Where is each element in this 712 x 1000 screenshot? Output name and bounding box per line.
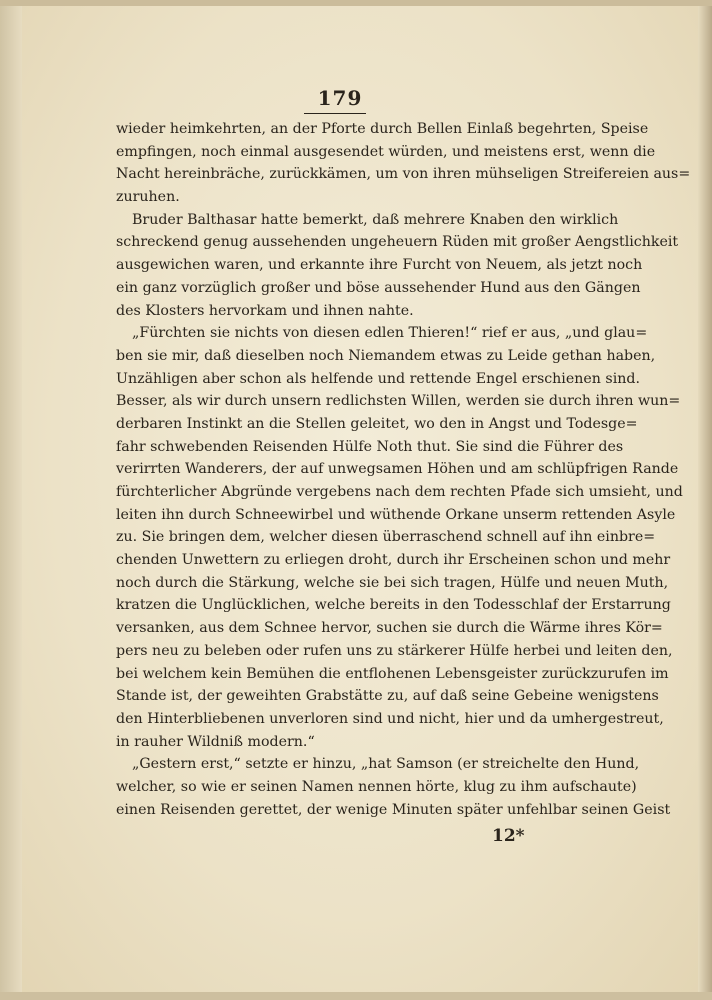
page-edge-left bbox=[0, 0, 22, 1000]
text-line: den Hinterbliebenen unverloren sind und nicht, hier und da umhergestreut, bbox=[116, 710, 664, 727]
text-line: wieder heimkehrten, an der Pforte durch Bellen Einlaß begehrten, Speise bbox=[116, 121, 649, 137]
text-line: fahr schwebenden Reisenden Hülfe Noth thut. Sie sind die Führer des bbox=[116, 438, 624, 455]
text-line: leiten ihn durch Schneewirbel und wüthende Orkane unserm rettenden Asyle bbox=[116, 506, 676, 523]
text-line: fürchterlicher Abgründe vergebens nach dem rechten Pfade sich umsieht, und bbox=[116, 484, 683, 500]
text-line: Besser, als wir durch unsern redlichsten Willen, werden sie durch ihren wun= bbox=[116, 393, 681, 410]
text-line: derbaren Instinkt an die Stellen geleitet, wo den in Angst und Todesge= bbox=[116, 415, 638, 432]
text-line: empfingen, noch einmal ausgesendet würden, und meistens erst, wenn die bbox=[116, 143, 656, 160]
signature-mark: 12* bbox=[492, 826, 525, 846]
text-line: „Gestern erst,“ setzte er hinzu, „hat Samson (er streichelte den Hund, bbox=[132, 756, 640, 773]
header-rule bbox=[304, 113, 366, 114]
text-line: zuruhen. bbox=[116, 189, 180, 206]
page-edge-top bbox=[0, 0, 712, 6]
text-line: Unzähligen aber schon als helfende und rettende Engel erschienen sind. bbox=[116, 370, 640, 387]
text-line: versanken, aus dem Schnee hervor, suchen sie durch die Wärme ihres Kör= bbox=[116, 620, 663, 637]
text-line: welcher, so wie er seinen Namen nennen hörte, klug zu ihm aufschaute) bbox=[116, 778, 637, 795]
text-line: einen Reisenden gerettet, der wenige Minuten später unfehlbar seinen Geist bbox=[116, 801, 671, 818]
text-line: Stande ist, der geweihten Grabstätte zu, auf daß seine Gebeine wenigstens bbox=[116, 688, 659, 705]
text-line: schreckend genug aussehenden ungeheuern Rüden mit großer Aengstlichkeit bbox=[116, 234, 679, 251]
text-line: bei welchem kein Bemühen die entflohenen Lebensgeister zurückzurufen im bbox=[116, 665, 669, 682]
page-edge-right bbox=[698, 0, 712, 1000]
text-line: in rauher Wildniß modern.“ bbox=[116, 733, 315, 750]
text-line: ausgewichen waren, und erkannte ihre Furcht von Neuem, als jetzt noch bbox=[116, 257, 643, 274]
text-line: ein ganz vorzüglich großer und böse aussehender Hund aus den Gängen bbox=[116, 279, 641, 296]
text-line: Bruder Balthasar hatte bemerkt, daß mehrere Knaben den wirklich bbox=[132, 211, 619, 228]
text-line: pers neu zu beleben oder rufen uns zu stärkerer Hülfe herbei und leiten den, bbox=[116, 642, 673, 659]
text-line: chenden Unwettern zu erliegen droht, durch ihr Erscheinen schon und mehr bbox=[116, 552, 671, 569]
page-edge-bottom bbox=[0, 992, 712, 1000]
text-line: zu. Sie bringen dem, welcher diesen überraschend schnell auf ihn einbre= bbox=[116, 529, 656, 546]
text-line: noch durch die Stärkung, welche sie bei sich tragen, Hülfe und neuen Muth, bbox=[116, 574, 669, 591]
text-line: des Klosters hervorkam und ihnen nahte. bbox=[116, 302, 414, 319]
text-line: Nacht hereinbräche, zurückkämen, um von ihren mühseligen Streifereien aus= bbox=[116, 166, 691, 183]
text-line: ben sie mir, daß dieselben noch Niemandem etwas zu Leide gethan haben, bbox=[116, 347, 656, 364]
page-number: 179 bbox=[317, 86, 363, 110]
text-line: kratzen die Unglücklichen, welche bereits in den Todesschlaf der Erstarrung bbox=[116, 597, 671, 614]
text-line: verirrten Wanderers, der auf unwegsamen Höhen und am schlüpfrigen Rande bbox=[116, 461, 679, 478]
body-text bbox=[116, 118, 691, 821]
text-line: „Fürchten sie nichts von diesen edlen Thieren!“ rief er aus, „und glau= bbox=[132, 325, 648, 342]
